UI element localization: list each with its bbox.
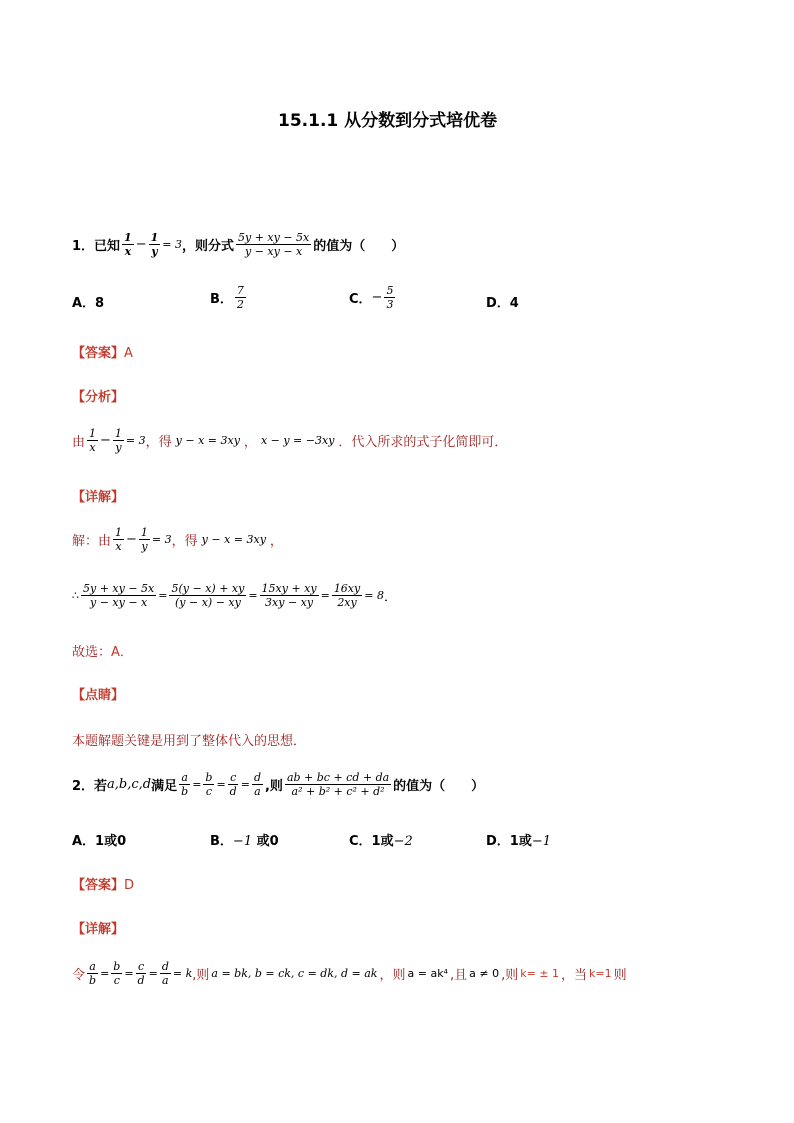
page-title: 15.1.1 从分数到分式培优卷	[278, 111, 498, 131]
equals-sign: =	[216, 778, 226, 791]
equals-three: = 3	[125, 434, 146, 447]
frac-num: 15xy + xy	[261, 582, 317, 595]
fraction-1-over-y	[139, 526, 150, 553]
q1-detail-label: 【详解】	[72, 490, 125, 505]
choose-value: A．	[111, 645, 133, 660]
relations: a = bk, b = ck, c = dk, d = ak	[211, 967, 378, 980]
q1-fraction-1-over-y	[149, 231, 161, 258]
text: 满足	[151, 779, 178, 794]
frac-den: d	[229, 785, 237, 798]
frac-den: 2	[236, 298, 244, 311]
frac-num: 1	[150, 231, 159, 244]
frac-num: 1	[115, 526, 123, 539]
q2-suffix: 的值为（ ）	[393, 779, 485, 794]
text: ，得	[145, 435, 172, 450]
option-label: D．1或	[486, 834, 532, 849]
variables: a,b,c,d	[107, 777, 152, 792]
equals-sign: =	[124, 967, 134, 980]
q2-option-a[interactable]: A．1或0	[72, 834, 127, 849]
answer-value: D	[124, 878, 135, 893]
frac-den: x	[115, 540, 122, 553]
ratio-a-b	[87, 960, 98, 987]
q1-answer	[72, 342, 133, 361]
frac-num: ab + bc + cd + da	[286, 771, 390, 784]
q1-expression-fraction	[236, 231, 311, 258]
frac-den: a	[254, 785, 261, 798]
frac-num: c	[137, 960, 145, 973]
option-value: −1	[232, 834, 253, 849]
minus-sign: −	[135, 237, 147, 252]
frac-den: d	[137, 974, 145, 987]
q1-analysis-label: 【分析】	[72, 390, 125, 405]
frac-num: 1	[124, 231, 132, 244]
ratio-a-b	[179, 771, 190, 798]
q1-option-a[interactable]: A．8	[72, 296, 105, 311]
question-2-stem	[72, 771, 484, 798]
text: 故选：	[72, 645, 112, 660]
frac-den: 3xy − xy	[265, 596, 314, 609]
ratio-d-a	[160, 960, 171, 987]
q2-expression-fraction	[285, 771, 391, 798]
frac-den: c	[113, 974, 120, 987]
frac-den: a	[162, 974, 169, 987]
frac-num: a	[181, 771, 188, 784]
inequality: a ≠ 0	[469, 967, 500, 980]
frac-num: d	[253, 771, 261, 784]
text: ．代入所求的式子化简即可．	[338, 435, 508, 450]
text: ．	[383, 590, 397, 605]
frac-den: (y − x) − xy	[174, 596, 241, 609]
frac-num: b	[113, 960, 121, 973]
k-equals-1: k=1	[589, 967, 612, 980]
q1-analysis-body	[72, 427, 507, 454]
q1-solution-line-1	[72, 526, 283, 553]
text: ,且	[449, 968, 468, 983]
option-label: B．	[210, 292, 233, 307]
frac-den: a² + b² + c² + d²	[291, 785, 385, 798]
frac-num: 5y + xy − 5x	[83, 582, 155, 595]
ratio-b-c	[111, 960, 122, 987]
chain-fraction-2	[169, 582, 246, 609]
fraction-1-over-x	[87, 427, 98, 454]
minus-sign: −	[371, 290, 383, 305]
answer-label: 【答案】	[72, 878, 125, 893]
option-label: C．	[349, 292, 372, 307]
equals-sign: =	[248, 589, 258, 602]
q1-choose	[72, 641, 133, 660]
frac-den: y − xy − x	[245, 245, 303, 258]
frac-num: 1	[89, 427, 97, 440]
q1-suffix: 的值为（ ）	[313, 239, 405, 254]
q2-detail-body	[72, 960, 627, 987]
frac-den: x	[89, 441, 96, 454]
frac-den: 3	[386, 298, 394, 311]
frac-num: a	[89, 960, 96, 973]
text: 令	[72, 968, 86, 983]
equation: x − y = −3xy	[260, 434, 335, 447]
frac-num: b	[205, 771, 213, 784]
option-fraction	[235, 284, 246, 311]
frac-num: 5(y − x) + xy	[171, 582, 245, 595]
ratio-c-d	[136, 960, 147, 987]
equals-sign: =	[100, 967, 110, 980]
chain-fraction-1	[81, 582, 156, 609]
frac-den: y	[115, 441, 122, 454]
option-label: B．	[210, 834, 233, 849]
frac-den: y	[141, 540, 148, 553]
q1-solution-line-2	[72, 582, 397, 609]
equals-sign: =	[148, 967, 158, 980]
equals-sign: =	[240, 778, 250, 791]
fraction-1-over-y	[113, 427, 124, 454]
option-value: −2	[393, 834, 413, 849]
equals-k: = k	[172, 967, 193, 980]
q2-option-b[interactable]	[210, 830, 279, 849]
equation: a = ak⁴	[407, 967, 448, 980]
frac-num: 1	[140, 526, 148, 539]
text: 则	[613, 968, 627, 983]
equals-three: = 3	[151, 533, 172, 546]
q2-detail-label: 【详解】	[72, 922, 125, 937]
frac-num: d	[161, 960, 169, 973]
q2-option-d[interactable]	[486, 830, 551, 849]
q2-option-c[interactable]	[349, 830, 413, 849]
text: ，得	[171, 534, 198, 549]
frac-den: c	[205, 785, 213, 798]
ratio-c-d	[228, 771, 239, 798]
equals-sign: =	[320, 589, 330, 602]
q2-answer	[72, 874, 134, 893]
text: ，	[269, 534, 283, 549]
equation: y − x = 3xy	[175, 434, 240, 447]
text: ,则	[192, 968, 210, 983]
text: 解：由	[72, 534, 112, 549]
q1-point-label: 【点睛】	[72, 688, 125, 703]
frac-num: 5	[386, 284, 394, 297]
frac-den: 2xy	[337, 596, 357, 609]
equals-sign: =	[158, 589, 168, 602]
text: ，当	[561, 968, 588, 983]
frac-den: b	[89, 974, 97, 987]
result: = 8	[364, 589, 384, 602]
ratio-b-c	[203, 771, 214, 798]
option-label: C．1或	[349, 834, 394, 849]
minus-sign: −	[126, 532, 137, 547]
frac-den: y − xy − x	[90, 596, 148, 609]
frac-num: 1	[114, 427, 122, 440]
q1-option-c[interactable]	[349, 284, 397, 311]
therefore-sign: ∴	[72, 589, 79, 602]
text: ，	[243, 435, 257, 450]
chain-fraction-3	[260, 582, 319, 609]
text: ,则	[501, 968, 519, 983]
text: ,则	[264, 779, 283, 794]
text: ，则	[379, 968, 406, 983]
equals-three: = 3	[162, 238, 182, 251]
q1-point-text: 本题解题关键是用到了整体代入的思想．	[72, 734, 307, 749]
frac-den: y	[151, 245, 158, 258]
q1-mid-text: ，则分式	[181, 239, 234, 254]
answer-value: A	[124, 346, 133, 361]
q1-fraction-1-over-x	[122, 231, 134, 258]
frac-num: c	[230, 771, 237, 784]
equation: y − x = 3xy	[201, 533, 266, 546]
option-tail: 或0	[256, 834, 279, 849]
chain-fraction-4	[332, 582, 362, 609]
answer-label: 【答案】	[72, 346, 125, 361]
frac-den: b	[181, 785, 189, 798]
question-1-stem	[72, 231, 404, 258]
option-fraction	[384, 284, 395, 311]
minus-sign: −	[100, 433, 111, 448]
ratio-d-a	[252, 771, 263, 798]
text: 由	[72, 435, 86, 450]
frac-num: 5y + xy − 5x	[238, 231, 310, 244]
equals-sign: =	[192, 778, 202, 791]
q1-option-b[interactable]	[210, 284, 248, 311]
frac-num: 7	[236, 284, 244, 297]
q1-prefix: 1．已知	[72, 239, 121, 254]
k-value: k= ± 1	[520, 967, 560, 980]
q1-option-d[interactable]: D．4	[486, 296, 519, 311]
fraction-1-over-x	[113, 526, 124, 553]
option-value: −1	[531, 834, 552, 849]
frac-den: x	[124, 245, 132, 258]
frac-num: 16xy	[333, 582, 361, 595]
q2-prefix: 2．若	[72, 779, 108, 794]
